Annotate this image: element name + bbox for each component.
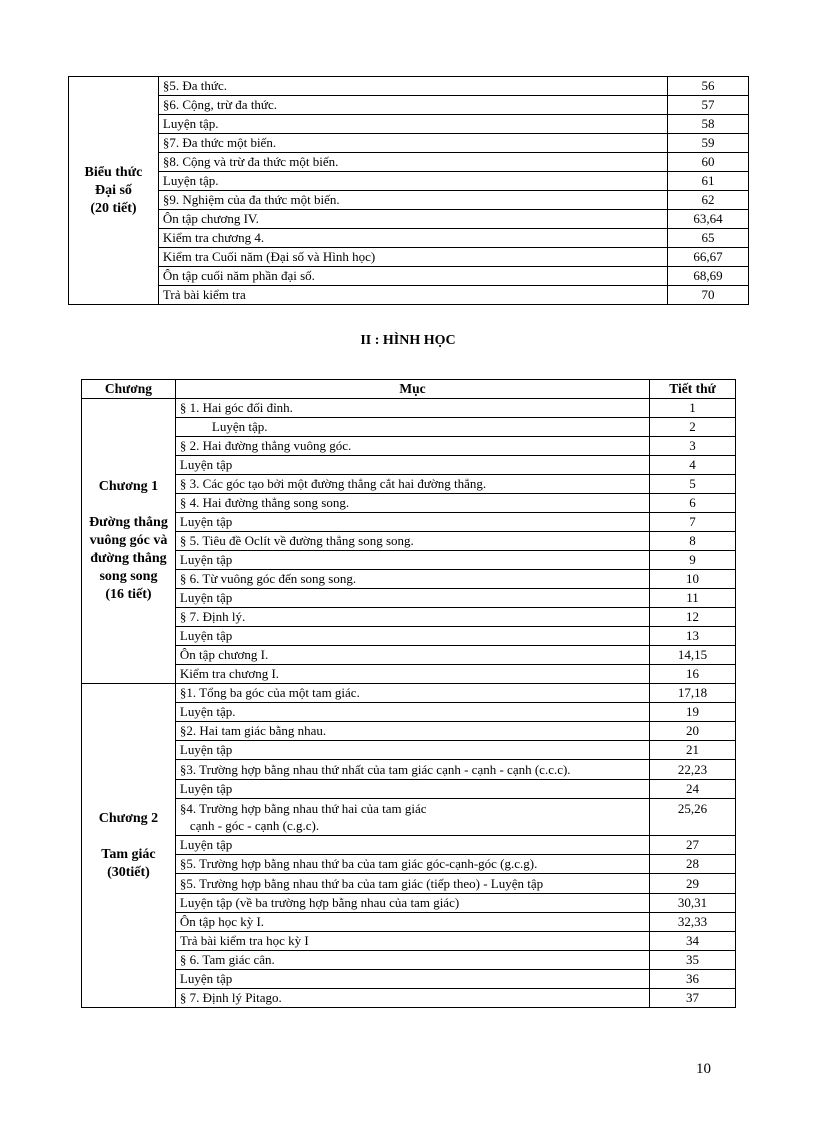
item-text: Luyện tập (179, 552, 233, 567)
item-cell (175, 513, 649, 532)
table-row (82, 551, 736, 570)
item-cell (175, 551, 649, 570)
lesson-cell: 21 (650, 741, 736, 760)
item-text: Luyện tập (về ba trường hợp bằng nhau của tam giác) (179, 895, 460, 910)
table-row (82, 608, 736, 627)
lesson-cell: 29 (650, 874, 736, 894)
lesson-cell: 36 (650, 970, 736, 989)
item-text: §3. Trường hợp bằng nhau thứ nhất của tam giác cạnh - cạnh - cạnh (c.c.c). (179, 762, 571, 777)
table-row (82, 780, 736, 799)
lesson-cell: 56 (668, 77, 749, 96)
item-cell: Kiểm tra Cuối năm (Đại số và Hình học) (158, 248, 667, 267)
item-cell (175, 608, 649, 627)
lesson-cell: 16 (650, 665, 736, 684)
table-row (69, 210, 749, 229)
lesson-cell: 59 (668, 134, 749, 153)
table-row (82, 703, 736, 722)
item-cell (175, 874, 649, 894)
lesson-cell: 6 (650, 494, 736, 513)
table-row (82, 475, 736, 494)
item-cell (175, 418, 649, 437)
chapter-label-line: Đại số (94, 182, 132, 198)
item-cell (175, 780, 649, 799)
chapter2-label-line: Tam giác (101, 846, 156, 862)
item-text: § 2. Hai đường thẳng vuông góc. (179, 438, 352, 453)
table-row (69, 153, 749, 172)
lesson-cell: 65 (668, 229, 749, 248)
item-text: § 7. Định lý. (179, 609, 246, 624)
table-row (69, 172, 749, 191)
lesson-cell: 37 (650, 989, 736, 1008)
item-cell (175, 399, 649, 418)
item-cell: Ôn tập cuối năm phần đại số. (158, 267, 667, 286)
item-cell (175, 913, 649, 932)
lesson-cell: 1 (650, 399, 736, 418)
item-cell: Luyện tập. (158, 115, 667, 134)
lesson-cell: 63,64 (668, 210, 749, 229)
lesson-cell: 2 (650, 418, 736, 437)
table-row (82, 532, 736, 551)
item-cell (175, 589, 649, 608)
item-text: Ôn tập học kỳ I. (179, 914, 265, 929)
table-row (82, 894, 736, 913)
item-cell (175, 989, 649, 1008)
item-text: Luyện tập (179, 971, 233, 986)
header-item: Mục (175, 380, 649, 399)
lesson-cell: 70 (668, 286, 749, 305)
lesson-cell: 57 (668, 96, 749, 115)
item-cell: Kiểm tra chương 4. (158, 229, 667, 248)
table-row (69, 96, 749, 115)
lesson-cell: 9 (650, 551, 736, 570)
table-row (82, 646, 736, 665)
item-text: §1. Tổng ba góc của một tam giác. (179, 685, 360, 700)
item-text: § 7. Định lý Pitago. (179, 990, 282, 1005)
lesson-cell: 28 (650, 855, 736, 874)
lesson-cell: 25,26 (650, 799, 736, 836)
item-cell: §7. Đa thức một biến. (158, 134, 667, 153)
lesson-cell: 3 (650, 437, 736, 456)
lesson-cell: 58 (668, 115, 749, 134)
lesson-cell: 27 (650, 836, 736, 855)
lesson-cell: 61 (668, 172, 749, 191)
table-row (82, 799, 736, 836)
table-row (69, 77, 749, 96)
item-text: §4. Trường hợp bằng nhau thứ hai của tam giác (179, 801, 427, 816)
item-cell (175, 951, 649, 970)
chapter1-label-cell (82, 399, 176, 684)
section-title: II : HÌNH HỌC (360, 333, 456, 348)
chapter1-label-line: Chương 1 (98, 479, 159, 494)
header-chapter: Chương (82, 380, 176, 399)
item-cell: §8. Cộng và trừ đa thức một biến. (158, 153, 667, 172)
item-text: Luyện tập (179, 742, 233, 757)
table-row (69, 229, 749, 248)
item-text: Luyện tập (179, 628, 233, 643)
chapter2-label-cell (82, 684, 176, 1008)
chapter1-label-line: Đường thẳng vuông góc và đường thẳng song song (89, 515, 168, 584)
item-cell (175, 836, 649, 855)
algebra-table (68, 76, 749, 305)
lesson-cell: 12 (650, 608, 736, 627)
item-cell (175, 456, 649, 475)
item-text: Luyện tập (179, 457, 233, 472)
chapter1-label-line: (16 tiết) (105, 587, 152, 602)
item-cell: §9. Nghiệm của đa thức một biến. (158, 191, 667, 210)
lesson-cell: 68,69 (668, 267, 749, 286)
item-cell (175, 741, 649, 760)
item-cell: Trả bài kiểm tra (158, 286, 667, 305)
lesson-cell: 14,15 (650, 646, 736, 665)
chapter2-label-line: (30tiết) (107, 864, 150, 880)
item-cell (175, 894, 649, 913)
lesson-cell: 35 (650, 951, 736, 970)
table-row (82, 836, 736, 855)
table-row (82, 418, 736, 437)
item-cell (175, 855, 649, 874)
chapter-label-cell (69, 77, 159, 305)
item-text: § 1. Hai góc đối đỉnh. (179, 400, 293, 415)
item-text: § 5. Tiêu đề Oclít về đường thẳng song song. (179, 533, 414, 548)
table-row (82, 874, 736, 894)
chapter-label-line: (20 tiết) (90, 200, 137, 216)
item-text: Luyện tập (179, 514, 233, 529)
lesson-cell: 19 (650, 703, 736, 722)
item-cell (175, 646, 649, 665)
geometry-table (81, 379, 736, 1008)
table-row (69, 191, 749, 210)
item-cell (175, 494, 649, 513)
lesson-cell: 4 (650, 456, 736, 475)
lesson-cell: 22,23 (650, 760, 736, 780)
page-number: 10 (696, 1061, 711, 1077)
lesson-cell: 60 (668, 153, 749, 172)
item-text: Luyện tập (179, 837, 233, 852)
table-row (69, 115, 749, 134)
lesson-cell: 5 (650, 475, 736, 494)
table-row (82, 970, 736, 989)
lesson-cell: 24 (650, 780, 736, 799)
table-row (82, 494, 736, 513)
item-cell (175, 799, 649, 836)
table-row (82, 570, 736, 589)
table-row (82, 513, 736, 532)
table-row (82, 684, 736, 703)
table-row (82, 722, 736, 741)
table-row (69, 267, 749, 286)
table-row (82, 399, 736, 418)
lesson-cell: 13 (650, 627, 736, 646)
item-text: § 3. Các góc tạo bởi một đường thẳng cắt hai đường thẳng. (179, 476, 487, 491)
item-text: § 6. Tam giác cân. (179, 952, 275, 967)
item-text: Ôn tập chương I. (179, 647, 269, 662)
item-cell (175, 437, 649, 456)
item-cell (175, 570, 649, 589)
table-row (82, 855, 736, 874)
item-cell (175, 627, 649, 646)
item-cell (175, 722, 649, 741)
item-cell (175, 970, 649, 989)
table-row (69, 286, 749, 305)
item-text: Luyện tập (179, 590, 233, 605)
table-row (82, 932, 736, 951)
table-row (82, 665, 736, 684)
lesson-cell: 20 (650, 722, 736, 741)
table-row (82, 456, 736, 475)
item-text: § 6. Từ vuông góc đến song song. (179, 571, 357, 586)
table-row (82, 951, 736, 970)
item-cell (175, 475, 649, 494)
item-text: Trả bài kiểm tra học kỳ I (179, 933, 309, 948)
item-text: § 4. Hai đường thẳng song song. (179, 495, 350, 510)
table-row (82, 760, 736, 780)
item-cell (175, 932, 649, 951)
table-row (69, 134, 749, 153)
item-cell: Luyện tập. (158, 172, 667, 191)
item-cell (175, 703, 649, 722)
table-row (82, 589, 736, 608)
table-row (69, 248, 749, 267)
item-text: Luyện tập. (179, 704, 236, 719)
lesson-cell: 66,67 (668, 248, 749, 267)
header-lesson: Tiết thứ (650, 380, 736, 399)
item-cell (175, 665, 649, 684)
item-text: Kiểm tra chương I. (179, 666, 280, 681)
lesson-cell: 30,31 (650, 894, 736, 913)
item-text: §5. Trường hợp bằng nhau thứ ba của tam giác góc-cạnh-góc (g.c.g). (179, 856, 538, 871)
item-text: §2. Hai tam giác bằng nhau. (179, 723, 327, 738)
item-text: Luyện tập (179, 781, 233, 796)
lesson-cell: 17,18 (650, 684, 736, 703)
item-cell: §5. Đa thức. (158, 77, 667, 96)
table-row (82, 913, 736, 932)
table-row (82, 741, 736, 760)
item-cell (175, 532, 649, 551)
lesson-cell: 32,33 (650, 913, 736, 932)
lesson-cell: 8 (650, 532, 736, 551)
item-text: §5. Trường hợp bằng nhau thứ ba của tam giác (tiếp theo) - Luyện tập (179, 876, 544, 891)
table-row (82, 437, 736, 456)
lesson-cell: 7 (650, 513, 736, 532)
item-cell: Ôn tập chương IV. (158, 210, 667, 229)
lesson-cell: 10 (650, 570, 736, 589)
table-row (82, 627, 736, 646)
item-text-line2: cạnh - góc - cạnh (c.g.c). (189, 818, 320, 833)
lesson-cell: 11 (650, 589, 736, 608)
lesson-cell: 34 (650, 932, 736, 951)
item-cell (175, 684, 649, 703)
lesson-cell: 62 (668, 191, 749, 210)
table-header-row (82, 380, 736, 399)
item-cell: §6. Cộng, trừ đa thức. (158, 96, 667, 115)
table-row (82, 989, 736, 1008)
item-cell (175, 760, 649, 780)
chapter2-label-line: Chương 2 (98, 810, 159, 826)
chapter-label-line: Biểu thức (84, 164, 143, 180)
item-text: Luyện tập. (211, 419, 268, 434)
